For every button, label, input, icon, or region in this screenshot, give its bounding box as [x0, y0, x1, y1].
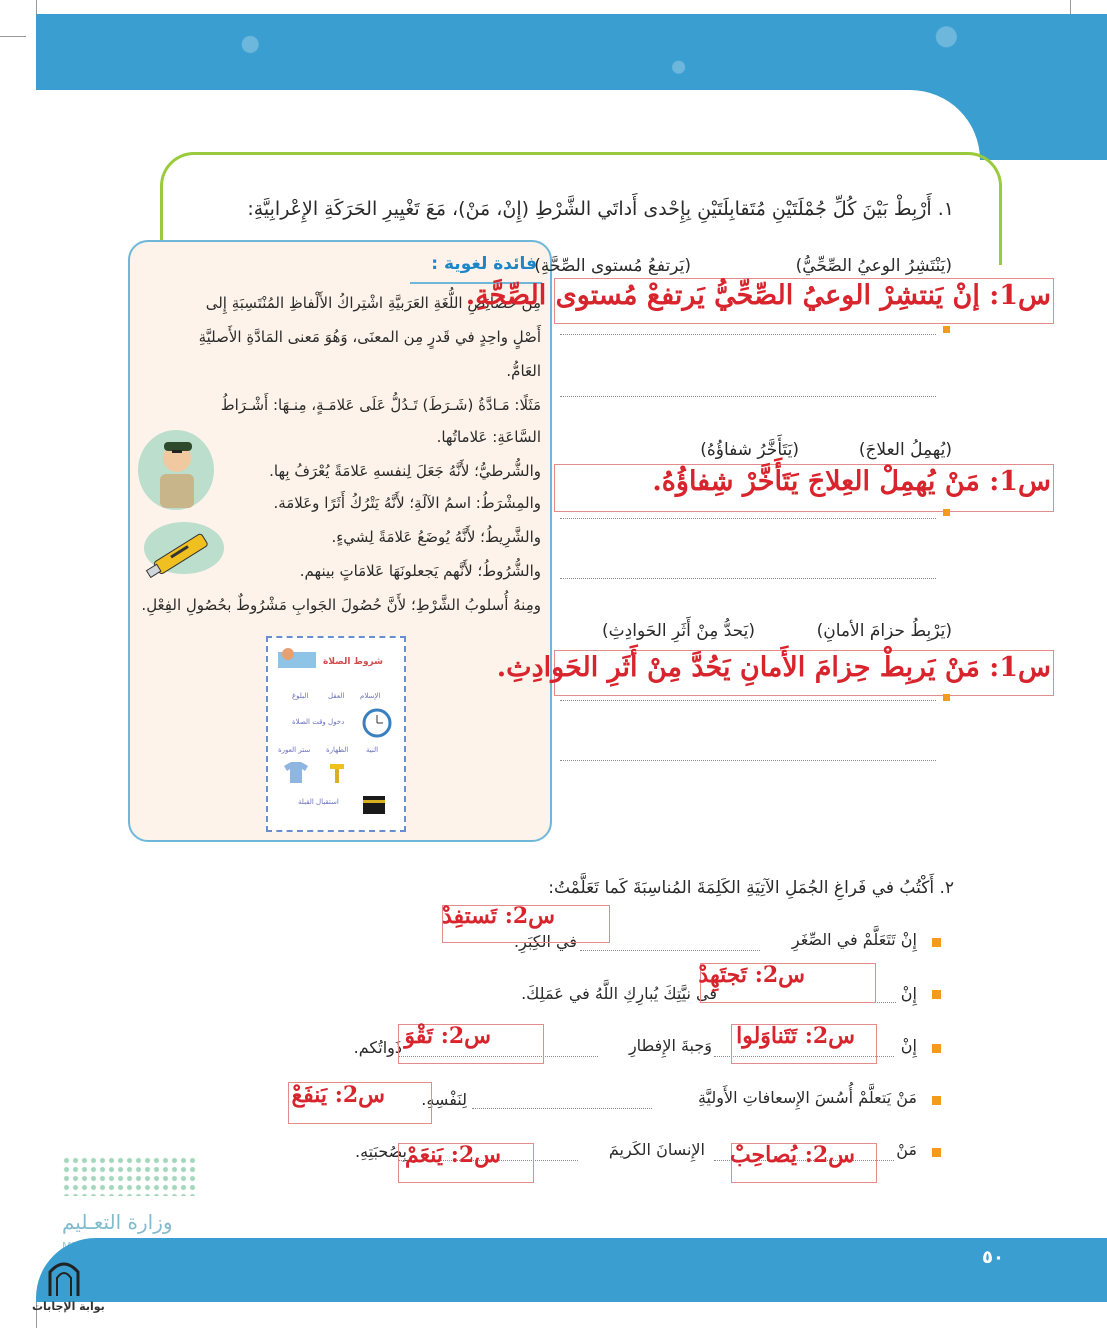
answer-line — [560, 396, 936, 397]
q2-row-end: في نيَّتِكَ يُبارِكِ اللَّهُ في عَمَلِكَ. — [521, 984, 717, 1003]
bullet — [932, 1148, 941, 1157]
poster-item: النية — [366, 746, 379, 754]
answer-text: س2: يَنعَمْ — [405, 1142, 501, 1168]
blank-line — [580, 950, 760, 951]
answer-text: س2: يَنفَعْ — [291, 1082, 385, 1108]
q1-pair-right: (يَرْبِطُ حزامَ الأمانِ) — [816, 621, 952, 641]
poster-item: الطهارة — [326, 746, 349, 754]
site-brand: بوابة الإجابات — [32, 1300, 105, 1313]
ministry-logo-dots — [62, 1156, 198, 1196]
tip-line: مِن خَصائِصِ اللُّغَةِ العَرَبيَّةِ اشْتِراكُ الأَلْفاظِ المُنْتَسِبَةِ إِلى — [205, 294, 541, 312]
footer-band — [36, 1238, 1107, 1302]
question2-title: ٢. أَكْتُبُ في فَراغِ الجُمَلِ الآتِيَةِ الكَلِمَةَ المُناسِبَةَ كَما تَعَلَّمْتُ: — [548, 878, 954, 898]
tip-line: السَّاعَةِ: عَلاماتُها. — [436, 428, 541, 446]
q2-row-end: في الكِبَرِ. — [514, 932, 577, 951]
answer-line — [560, 700, 936, 701]
poster-item: البلوغ — [292, 692, 309, 700]
answer-line — [560, 518, 936, 519]
page-number: ٥٠ — [982, 1247, 1004, 1268]
q1-pair-left: (يَحدُّ مِنْ أَثَرِ الحَوادِثِ) — [602, 621, 755, 641]
q2-row-end: ذَواتُكم. — [353, 1038, 402, 1057]
answer-line — [560, 760, 936, 761]
poster-item: ستر العورة — [278, 746, 311, 754]
bullet — [932, 1044, 941, 1053]
bullet — [932, 990, 941, 999]
gate-icon — [44, 1254, 84, 1298]
bullet — [932, 938, 941, 947]
q1-pair-right: (يُهمِلُ العلاجَ) — [858, 440, 952, 460]
tip-line: العَامُّ. — [506, 362, 541, 380]
q2-row-middle: الإِنسانَ الكَريمَ — [608, 1140, 705, 1159]
answer-text: س1: مَنْ يَربِطْ حِزامَ الأَمانِ يَحُدَّ مِنْ أَثَرِ الحَوادِثِ. — [496, 652, 1051, 683]
cutter-illustration — [140, 522, 224, 578]
prayer-mat-icon — [274, 644, 320, 672]
ministry-name-ar: وزارة التعـليم — [62, 1210, 173, 1234]
tip-line: مَثَلًا: مَـادَّةُ (شَـرَطَ) تَـدُلُّ عَلَى عَلامَـةٍ، مِنـهَا: أَشْـرَاطُ — [220, 396, 541, 414]
header-band — [36, 14, 1107, 90]
tip-line: والشُّرطيُّ؛ لأَنَّهُ جَعَلَ لِنفسهِ عَلامَةً يُعْرَفُ بِها. — [269, 462, 541, 480]
q1-pair-left: (يَرتفعُ مُستوى الصِّحَّةِ) — [534, 256, 691, 276]
tip-line: والشَّرِيطُ؛ لأَنَّهُ يُوضَعُ عَلامَةً لِشيءٍ. — [331, 528, 541, 546]
poster-title: شروط الصلاة — [323, 657, 384, 667]
crop-mark — [0, 36, 26, 37]
q2-row-end: لِنَفْسِهِ. — [421, 1090, 467, 1109]
header-white-tab — [36, 90, 906, 160]
answer-text: س2: يُصاحِبْ — [729, 1142, 855, 1168]
answer-text: س1: إنْ يَنتشِرْ الوعيُ الصِّحِّيُّ يَرتفعْ مُستوى الصِّحَّةِ. — [465, 280, 1051, 311]
answer-text: س2: تَجتَهِدْ — [698, 962, 805, 988]
answer-text: س2: تَتَناوَلوا — [736, 1023, 855, 1049]
kaaba-icon — [360, 790, 388, 816]
poster-item: استقبال القبلة — [298, 798, 339, 806]
blank-line — [472, 1108, 652, 1109]
tip-line: والشُّرُوطُ؛ لأَنَّهم يَجعلونَهَا عَلامَاتٍ بينهم. — [299, 562, 541, 580]
clock-icon — [362, 708, 392, 738]
answer-marker — [943, 694, 950, 701]
q2-row-start: مَنْ — [896, 1140, 917, 1159]
q1-pair-left: (يَتَأَخَّرُ شفاؤُهُ) — [700, 440, 799, 460]
q2-row-end: بِصُحبَتِهِ. — [355, 1142, 407, 1161]
policeman-illustration — [136, 424, 216, 510]
answer-marker — [943, 509, 950, 516]
shirt-icon — [282, 760, 310, 784]
answer-text: س2: تَقْوَ — [404, 1023, 491, 1049]
bullet — [932, 1096, 941, 1105]
tip-title: فائدة لغوية : — [431, 254, 537, 274]
q2-row-start: مَنْ يَتعلَّمْ أُسُسَ الإِسعافاتِ الأَوليَّةِ — [697, 1088, 917, 1107]
question1-title: ١. أَرْبِطْ بَيْنَ كُلِّ جُمْلَتَيْنِ مُتَقابِلَتَيْنِ بِإِحْدى أَداتَي الشَّرْطِ (إِنْ، مَنْ)، مَعَ تَغْيِيرِ الحَرَكَةِ الإِعْرابِيَّةِ: — [247, 198, 954, 220]
poster-item: العقل — [328, 692, 345, 700]
q2-row-start: إِنْ — [900, 1036, 917, 1055]
tip-line: والمِشْرَطُ: اسمُ الآلَةِ؛ لأَنَّهُ يَتْرُكُ أَثَرًا وعَلامَة. — [273, 494, 541, 512]
poster-item: دخول وقت الصلاة — [292, 718, 345, 726]
tip-line: أَصْلٍ واحِدٍ في قَدرٍ مِن المعنَى، وَهُوَ مَعنى المَادَّةِ الأَصليَّةِ — [198, 328, 541, 346]
answer-line — [560, 334, 936, 335]
answer-marker — [943, 326, 950, 333]
poster-item: الإسلام — [360, 692, 381, 700]
q1-pair-right: (يَنْتَشِرُ الوعيُ الصِّحِّيُّ) — [795, 256, 952, 276]
q2-row-start: إِنْ — [900, 984, 917, 1003]
answer-line — [560, 578, 936, 579]
q2-row-start: إِنْ تَتَعَلَّمْ في الصِّغَرِ — [791, 930, 917, 949]
q2-row-middle: وَجبةَ الإِفطارِ — [628, 1036, 712, 1055]
water-tap-icon — [326, 760, 348, 786]
answer-text: س1: مَنْ يُهمِلْ العِلاجَ يَتَأَخَّرْ شِفاؤُهُ. — [652, 466, 1051, 497]
answer-text: س2: تَستفِدْ — [441, 903, 555, 929]
tip-line: ومِنهُ أُسلوبُ الشَّرْطِ؛ لأَنَّ حُصُولَ الجَوابِ مَشْرُوطٌ بحُصُولِ الفِعْلِ. — [141, 596, 541, 614]
